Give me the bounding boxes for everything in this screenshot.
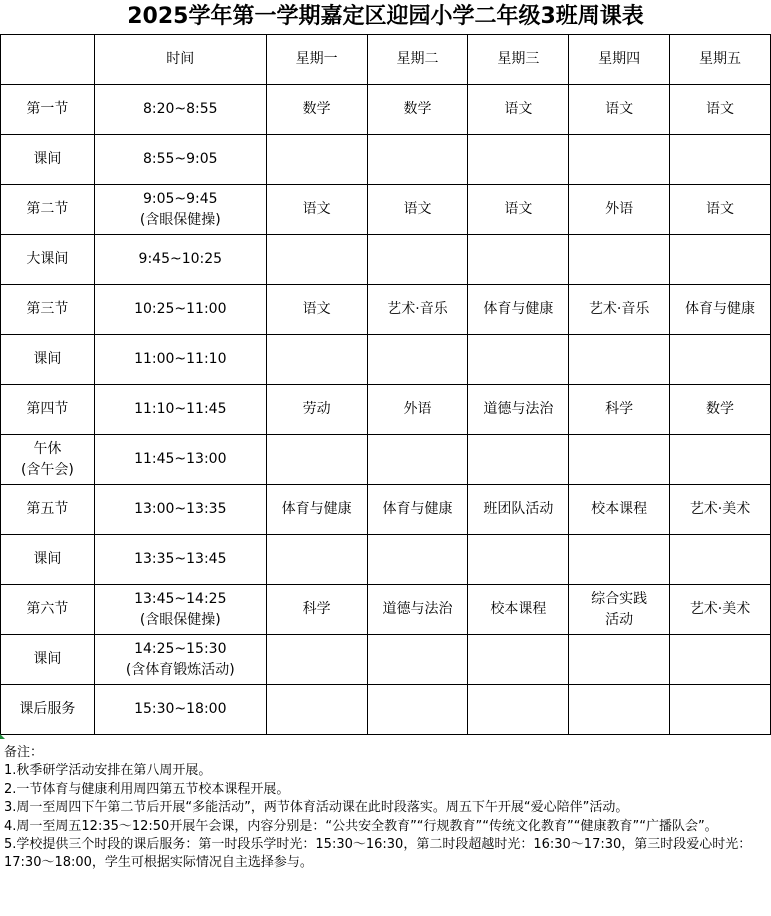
period-cell: [1, 435, 95, 485]
cell-line: 语文: [706, 201, 735, 217]
subject-cell: [569, 185, 670, 235]
subject-cell: [569, 635, 670, 685]
subject-cell: [468, 435, 569, 485]
subject-cell: [468, 135, 569, 185]
time-cell: [94, 85, 266, 135]
subject-cell: [367, 535, 468, 585]
table-row: [1, 285, 771, 335]
subject-cell: [569, 585, 670, 635]
subject-cell: [468, 185, 569, 235]
time-cell: [94, 435, 266, 485]
period-cell: [1, 185, 95, 235]
time-cell: [94, 135, 266, 185]
period-cell: [1, 585, 95, 635]
cell-line: 语文: [706, 101, 735, 117]
cell-line: 11:00~11:10: [134, 351, 227, 367]
cell-line: 综合实践: [591, 590, 648, 607]
period-cell: [1, 335, 95, 385]
note-item: 3.周一至周四下午第二节后开展“多能活动”，两节体育活动课在此时段落实。周五下午开展“爱心陪伴”活动。: [4, 800, 629, 816]
subject-cell: [670, 535, 771, 585]
subject-cell: [569, 535, 670, 585]
cell-line: 大课间: [26, 251, 69, 267]
cell-line: (含体育锻炼活动): [125, 661, 235, 678]
note-item: 5.学校提供三个时段的课后服务：第一时段乐学时光：15:30～16:30，第二时段超越时光：16:30～17:30，第三时段爱心时光：17:30～18:00，学生可根据实际情况自主选择参与。: [4, 837, 752, 871]
table-row: [1, 335, 771, 385]
cell-line: 午休: [33, 440, 62, 457]
subject-cell: [569, 385, 670, 435]
subject-cell: [670, 685, 771, 735]
subject-cell: [468, 335, 569, 385]
subject-cell: [670, 635, 771, 685]
cell-line: 劳动: [302, 401, 331, 417]
time-cell: [94, 385, 266, 435]
cell-line: 课间: [33, 651, 62, 667]
subject-cell: [569, 435, 670, 485]
cell-line: (含午会): [20, 461, 74, 478]
cell-line: 数学: [706, 401, 735, 417]
cell-line: 第六节: [26, 601, 69, 617]
subject-cell: [266, 185, 367, 235]
header-day-cell: 星期四: [569, 35, 670, 85]
subject-cell: [367, 85, 468, 135]
cell-line: 语文: [302, 201, 331, 217]
period-cell: [1, 635, 95, 685]
subject-cell: [468, 685, 569, 735]
subject-cell: [468, 85, 569, 135]
table-row: [1, 85, 771, 135]
table-row: [1, 235, 771, 285]
sheet-corner-marker: [0, 734, 5, 739]
table-row: [1, 585, 771, 635]
time-cell: [94, 535, 266, 585]
subject-cell: [266, 585, 367, 635]
cell-line: 9:45~10:25: [138, 251, 223, 267]
subject-cell: [670, 435, 771, 485]
cell-line: 课间: [33, 351, 62, 367]
cell-line: 体育与健康: [281, 501, 352, 517]
cell-line: 数学: [403, 101, 432, 117]
time-cell: [94, 485, 266, 535]
cell-line: 8:55~9:05: [142, 151, 218, 167]
table-row: [1, 485, 771, 535]
cell-line: 第二节: [26, 201, 69, 217]
cell-line: 8:20~8:55: [142, 101, 218, 117]
time-cell: [94, 585, 266, 635]
cell-line: 9:05~9:45: [142, 190, 218, 207]
subject-cell: [367, 635, 468, 685]
cell-line: 体育与健康: [483, 301, 554, 317]
cell-line: 语文: [302, 301, 331, 317]
cell-line: 语文: [605, 101, 634, 117]
subject-cell: [367, 335, 468, 385]
subject-cell: [670, 485, 771, 535]
period-cell: [1, 285, 95, 335]
time-cell: [94, 335, 266, 385]
period-cell: [1, 135, 95, 185]
period-cell: [1, 385, 95, 435]
cell-line: 13:45~14:25: [134, 590, 227, 607]
subject-cell: [670, 235, 771, 285]
subject-cell: [670, 385, 771, 435]
period-cell: [1, 535, 95, 585]
table-row: [1, 685, 771, 735]
subject-cell: [266, 435, 367, 485]
subject-cell: [367, 235, 468, 285]
cell-line: 15:30~18:00: [134, 701, 227, 717]
page-title: 2025学年第一学期嘉定区迎园小学二年级3班周课表: [127, 4, 644, 29]
subject-cell: [367, 135, 468, 185]
subject-cell: [266, 535, 367, 585]
subject-cell: [266, 135, 367, 185]
subject-cell: [266, 285, 367, 335]
header-day-cell: 星期二: [367, 35, 468, 85]
note-item: 4.周一至周五12:35～12:50开展午会课，内容分别是：“公共安全教育”“行规教育”“传统文化教育”“健康教育”“广播队会”。: [4, 818, 718, 834]
cell-line: 艺术·美术: [689, 601, 751, 617]
subject-cell: [569, 685, 670, 735]
subject-cell: [367, 485, 468, 535]
cell-line: 科学: [302, 601, 331, 617]
cell-line: 活动: [605, 611, 634, 628]
subject-cell: [468, 485, 569, 535]
header-day-cell: 星期三: [468, 35, 569, 85]
subject-cell: [670, 335, 771, 385]
subject-cell: [266, 85, 367, 135]
subject-cell: [468, 385, 569, 435]
notes-heading: 备注：: [4, 745, 44, 760]
header-corner-cell: [1, 35, 95, 85]
note-item: 2.一节体育与健康利用周四第五节校本课程开展。: [4, 781, 290, 797]
time-cell: [94, 285, 266, 335]
subject-cell: [266, 235, 367, 285]
schedule-table: [0, 34, 771, 735]
cell-line: 10:25~11:00: [134, 301, 227, 317]
table-row: [1, 385, 771, 435]
subject-cell: [670, 85, 771, 135]
subject-cell: [670, 135, 771, 185]
cell-line: 道德与法治: [382, 601, 453, 617]
cell-line: 艺术·美术: [689, 501, 751, 517]
subject-cell: [468, 535, 569, 585]
subject-cell: [569, 85, 670, 135]
time-cell: [94, 685, 266, 735]
table-row: [1, 135, 771, 185]
header-day-cell: 星期五: [670, 35, 771, 85]
subject-cell: [266, 485, 367, 535]
subject-cell: [468, 235, 569, 285]
subject-cell: [367, 385, 468, 435]
cell-line: 体育与健康: [382, 501, 453, 517]
table-row: [1, 535, 771, 585]
cell-line: 13:00~13:35: [134, 501, 227, 517]
cell-line: 校本课程: [591, 501, 648, 517]
cell-line: 第五节: [26, 501, 69, 517]
subject-cell: [468, 285, 569, 335]
cell-line: 14:25~15:30: [134, 640, 227, 657]
subject-cell: [367, 585, 468, 635]
notes-section: [4, 744, 768, 873]
cell-line: 数学: [302, 101, 331, 117]
subject-cell: [266, 685, 367, 735]
subject-cell: [670, 585, 771, 635]
cell-line: 艺术·音乐: [588, 301, 650, 317]
subject-cell: [468, 635, 569, 685]
cell-line: 11:45~13:00: [134, 451, 227, 467]
cell-line: 课后服务: [19, 701, 76, 717]
cell-line: 13:35~13:45: [134, 551, 227, 567]
subject-cell: [468, 585, 569, 635]
cell-line: 课间: [33, 151, 62, 167]
period-cell: [1, 85, 95, 135]
subject-cell: [670, 185, 771, 235]
time-cell: [94, 635, 266, 685]
cell-line: 外语: [403, 401, 432, 417]
cell-line: 11:10~11:45: [134, 401, 227, 417]
subject-cell: [569, 335, 670, 385]
subject-cell: [367, 285, 468, 335]
header-row: [1, 35, 771, 85]
subject-cell: [367, 185, 468, 235]
subject-cell: [569, 235, 670, 285]
cell-line: 艺术·音乐: [387, 301, 448, 317]
table-row: [1, 635, 771, 685]
subject-cell: [569, 285, 670, 335]
period-cell: [1, 235, 95, 285]
cell-line: 道德与法治: [483, 401, 554, 417]
cell-line: 语文: [504, 201, 533, 217]
cell-line: 班团队活动: [483, 501, 554, 517]
subject-cell: [266, 335, 367, 385]
cell-line: 体育与健康: [685, 301, 756, 317]
cell-line: 课间: [33, 551, 62, 567]
subject-cell: [266, 635, 367, 685]
table-row: [1, 185, 771, 235]
cell-line: (含眼保健操): [139, 611, 221, 628]
cell-line: 第四节: [26, 401, 69, 417]
time-cell: [94, 185, 266, 235]
time-cell: [94, 235, 266, 285]
subject-cell: [670, 285, 771, 335]
cell-line: 校本课程: [490, 601, 547, 617]
table-row: [1, 435, 771, 485]
cell-line: 第一节: [26, 101, 69, 117]
note-item: 1.秋季研学活动安排在第八周开展。: [4, 763, 212, 779]
cell-line: 语文: [403, 201, 432, 217]
subject-cell: [367, 685, 468, 735]
subject-cell: [569, 485, 670, 535]
header-day-cell: 星期一: [266, 35, 367, 85]
cell-line: (含眼保健操): [139, 211, 221, 228]
subject-cell: [569, 135, 670, 185]
cell-line: 外语: [605, 201, 634, 217]
cell-line: 科学: [605, 401, 634, 417]
header-time-cell: 时间: [94, 35, 266, 85]
cell-line: 语文: [504, 101, 533, 117]
subject-cell: [367, 435, 468, 485]
cell-line: 第三节: [26, 301, 69, 317]
period-cell: [1, 485, 95, 535]
subject-cell: [266, 385, 367, 435]
period-cell: [1, 685, 95, 735]
